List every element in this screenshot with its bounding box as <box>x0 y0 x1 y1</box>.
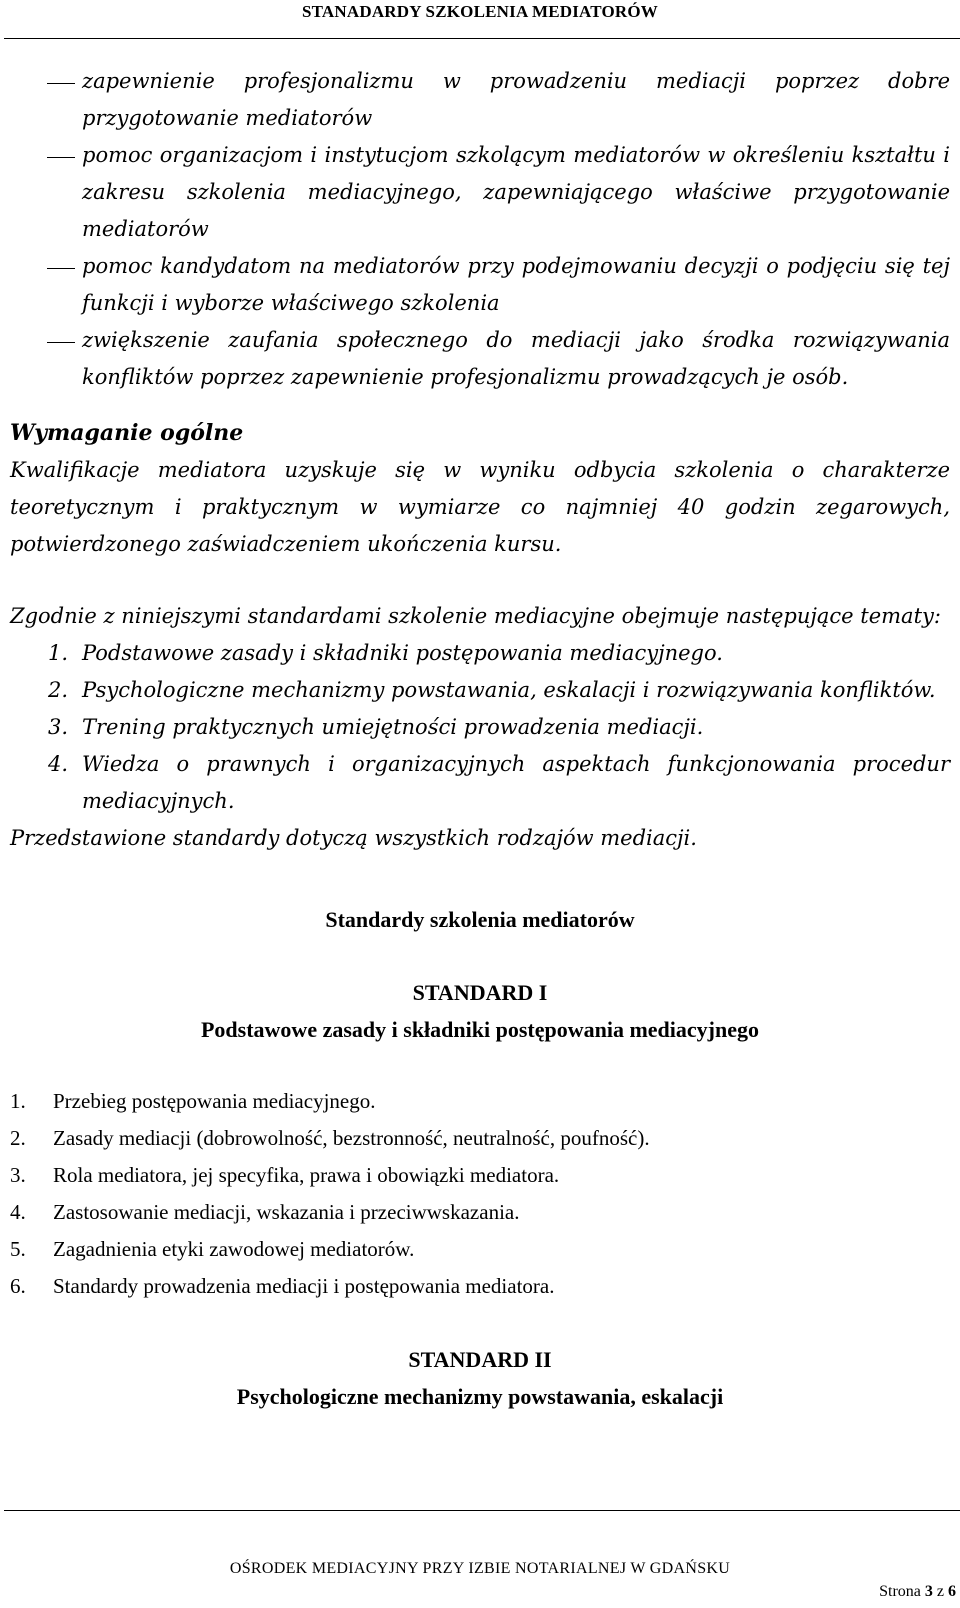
topics-list <box>10 635 950 820</box>
standard-1-item <box>10 1194 950 1231</box>
item-text: Rola mediatora, jej specyfika, prawa i obowiązki mediatora. <box>53 1163 560 1187</box>
topic-number: 4. <box>48 752 69 776</box>
page-content <box>10 63 950 1415</box>
goal-text: pomoc kandydatom na mediatorów przy podejmowaniu decyzji o podjęciu się tej funkcji i wyborze właściwego szkolenia <box>82 254 950 315</box>
goal-text: pomoc organizacjom i instytucjom szkolącym mediatorów w określeniu kształtu i zakresu szkolenia mediacyjnego, zapewniającego właściwe przygotowanie mediatorów <box>82 143 950 241</box>
footer-rule <box>4 1510 960 1511</box>
page-current: 3 <box>924 1583 933 1600</box>
goal-item <box>10 137 950 248</box>
dash-bullet <box>10 63 82 137</box>
item-number: 5. <box>10 1237 26 1261</box>
topic-text: Podstawowe zasady i składniki postępowania mediacyjnego. <box>82 641 723 665</box>
standard-2-label: STANDARD II <box>408 1347 552 1372</box>
item-number: 6. <box>10 1274 26 1298</box>
dash-bullet <box>10 137 82 248</box>
topic-item <box>10 746 950 820</box>
goal-text: zapewnienie profesjonalizmu w prowadzeniu mediacji poprzez dobre przygotowanie mediatorów <box>82 69 950 130</box>
topic-number: 3. <box>48 715 69 739</box>
item-text: Standardy prowadzenia mediacji i postępowania mediatora. <box>53 1274 555 1298</box>
dash-bullet <box>10 322 82 396</box>
standard-1-title: Podstawowe zasady i składniki postępowania mediacyjnego <box>200 1017 759 1042</box>
goals-list <box>10 63 950 396</box>
goal-item <box>10 322 950 396</box>
goal-text: zwiększenie zaufania społecznego do mediacji jako środka rozwiązywania konfliktów poprzez zapewnienie profesjonalizmu prowadzących je osób. <box>82 328 950 389</box>
page-number <box>879 1583 956 1601</box>
item-text: Zastosowanie mediacji, wskazania i przeciwwskazania. <box>53 1200 520 1224</box>
item-text: Zasady mediacji (dobrowolność, bezstronność, neutralność, poufność). <box>53 1126 650 1150</box>
item-number: 4. <box>10 1200 26 1224</box>
standard-1-item <box>10 1231 950 1268</box>
item-text: Przebieg postępowania mediacyjnego. <box>53 1089 376 1113</box>
topic-number: 2. <box>48 678 69 702</box>
page-separator: z <box>936 1583 944 1600</box>
general-requirement-paragraph: Kwalifikacje mediatora uzyskuje się w wyniku odbycia szkolenia o charakterze teoretycznym i praktycznym w wymiarze co najmniej 40 godzin zegarowych, potwierdzonego zaświadczeniem ukończenia kursu. <box>10 458 950 556</box>
goal-item <box>10 63 950 137</box>
item-number: 1. <box>10 1089 26 1113</box>
dash-bullet <box>10 248 82 322</box>
section-title: Standardy szkolenia mediatorów <box>325 907 635 932</box>
topic-text: Wiedza o prawnych i organizacyjnych aspektach funkcjonowania procedur mediacyjnych. <box>82 752 950 813</box>
topic-text: Psychologiczne mechanizmy powstawania, eskalacji i rozwiązywania konfliktów. <box>82 678 936 702</box>
item-number: 3. <box>10 1163 26 1187</box>
standards-scope-note: Przedstawione standardy dotyczą wszystkich rodzajów mediacji. <box>10 826 697 850</box>
standard-1-item <box>10 1157 950 1194</box>
item-number: 2. <box>10 1126 26 1150</box>
running-header: STANADARDY SZKOLENIA MEDIATORÓW <box>301 2 658 21</box>
standard-1-list <box>10 1083 950 1305</box>
item-text: Zagadnienia etyki zawodowej mediatorów. <box>53 1237 415 1261</box>
topic-number: 1. <box>48 641 69 665</box>
topic-text: Trening praktycznych umiejętności prowadzenia mediacji. <box>82 715 704 739</box>
standard-1-label: STANDARD I <box>412 980 548 1005</box>
standard-1-item <box>10 1083 950 1120</box>
general-requirement-heading: Wymaganie ogólne <box>10 420 244 446</box>
topics-intro: Zgodnie z niniejszymi standardami szkolenie mediacyjne obejmuje następujące tematy: <box>10 604 941 628</box>
standard-1-item <box>10 1268 950 1305</box>
footer-organization: OŚRODEK MEDIACYJNY PRZY IZBIE NOTARIALNEJ W GDAŃSKU <box>229 1560 731 1577</box>
standard-2-title: Psychologiczne mechanizmy powstawania, eskalacji <box>236 1384 724 1409</box>
header-rule <box>4 38 960 39</box>
standard-1-item <box>10 1120 950 1157</box>
topic-item <box>10 635 950 672</box>
goal-item <box>10 248 950 322</box>
page-total: 6 <box>948 1583 956 1600</box>
topic-item <box>10 672 950 709</box>
topic-item <box>10 709 950 746</box>
page-label: Strona <box>879 1583 921 1600</box>
